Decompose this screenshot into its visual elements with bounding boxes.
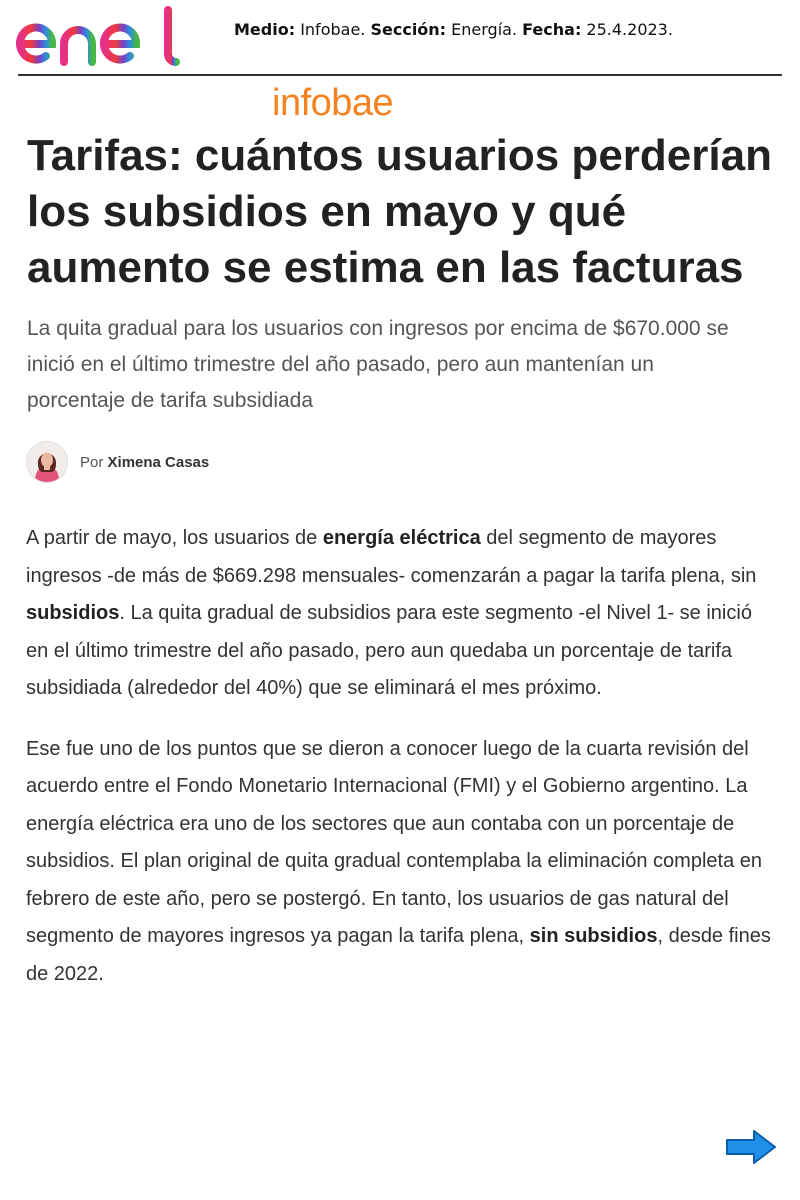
header <box>0 0 800 76</box>
enel-logo <box>16 4 182 68</box>
article-title: Tarifas: cuántos usuarios perderían los subsidios en mayo y qué aumento se estima en las facturas <box>27 131 772 292</box>
medio-value: Infobae. <box>295 20 366 39</box>
seccion-label: Sección: <box>370 20 447 39</box>
seccion-value: Energía. <box>446 20 518 39</box>
arrow-right-icon[interactable] <box>724 1128 778 1166</box>
article-body <box>26 520 776 1016</box>
document-meta <box>234 20 673 39</box>
paragraph-text: , desde fines de 2022. <box>26 925 771 985</box>
fecha-value: 25.4.2023. <box>581 20 673 39</box>
bold-link[interactable]: energía eléctrica <box>322 527 481 549</box>
author-avatar[interactable] <box>26 441 68 483</box>
byline-text <box>80 454 209 471</box>
paragraph-text: Ese fue uno de los puntos que se dieron a conocer luego de la cuarta revisión del acuerdo entre el Fondo Monetario Internacional (FMI) y el Gobierno argentino. La energía eléctrica era uno de los sectores que aun contaba con un porcentaje de subsidios. El plan original de quita gradual contemplaba la eliminación completa en febrero de este año, pero se postergó. En tanto, los usuarios de gas natural del segmento de mayores ingresos ya pagan la tarifa plena, <box>26 737 763 947</box>
author-name[interactable]: Ximena Casas <box>107 453 210 471</box>
paragraph <box>26 520 776 708</box>
paragraph <box>26 731 776 994</box>
paragraph-text: del segmento de mayores ingresos -de más de $669.298 mensuales- comenzarán a pagar la tarifa plena, sin <box>26 527 757 587</box>
header-divider <box>18 74 782 76</box>
bold-link[interactable]: sin subsidios <box>529 925 658 947</box>
article-subtitle: La quita gradual para los usuarios con ingresos por encima de $670.000 se inició en el último trimestre del año pasado, pero aun mantenían un porcentaje de tarifa subsidiada <box>27 317 729 412</box>
author-photo-icon <box>27 442 67 482</box>
byline <box>26 441 209 483</box>
bold-link[interactable]: subsidios <box>26 602 120 624</box>
byline-prefix: Por <box>80 453 108 471</box>
fecha-label: Fecha: <box>522 20 582 39</box>
paragraph-text: A partir de mayo, los usuarios de <box>26 527 323 549</box>
infobae-logo: infobae <box>272 82 394 124</box>
medio-label: Medio: <box>234 20 296 39</box>
paragraph-text: . La quita gradual de subsidios para este segmento -el Nivel 1- se inició en el último trimestre del año pasado, pero aun quedaba un porcentaje de tarifa subsidiada (alrededor del 40%) que se eliminará el mes próximo. <box>26 602 752 699</box>
